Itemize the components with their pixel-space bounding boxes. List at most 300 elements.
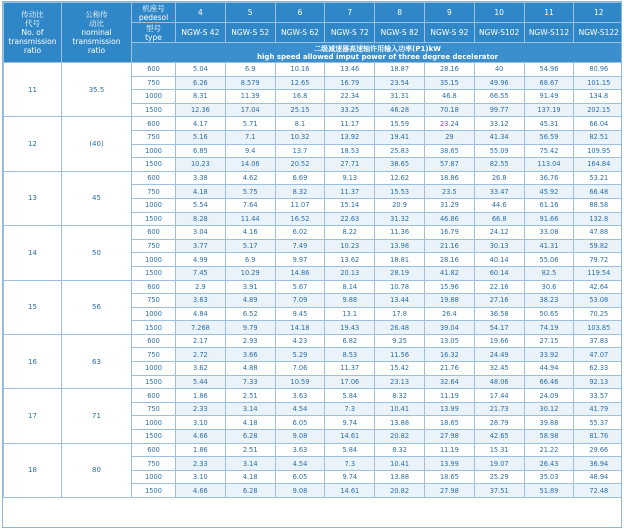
power-value-cell: 54.96 [524,63,574,77]
speed-cell: 1500 [132,103,176,117]
power-value-cell: 13.62 [325,253,375,267]
table-row [4,171,623,185]
speed-cell: 1500 [132,484,176,498]
power-value-cell: 18.81 [375,253,425,267]
header-model-name: NGW-S122 [574,23,622,43]
power-value-cell: 58.98 [524,430,574,444]
power-value-cell: 39.88 [524,416,574,430]
power-value-cell: 8.53 [325,348,375,362]
speed-cell: 600 [132,226,176,240]
ratio-code-cell: 18 [4,443,62,497]
power-value-cell: 49.96 [474,76,524,90]
power-value-cell: 82.55 [474,158,524,172]
power-value-cell: 3.10 [176,470,226,484]
power-value-cell: 25.15 [275,103,325,117]
power-value-cell: 39.04 [424,321,474,335]
power-value-cell: 15.14 [325,198,375,212]
power-value-cell: 29 [424,130,474,144]
power-value-cell: 11.44 [225,212,275,226]
power-value-cell: 92.13 [574,375,622,389]
power-value-cell: 9.88 [325,294,375,308]
table-row [4,226,623,240]
nominal-ratio-cell: (40) [62,117,132,171]
power-value-cell: 16.32 [424,348,474,362]
power-value-cell: 14.61 [325,484,375,498]
power-value-cell: 31.31 [375,90,425,104]
power-value-cell: 11.37 [325,185,375,199]
speed-cell: 1000 [132,253,176,267]
speed-cell: 600 [132,443,176,457]
power-value-cell: 9.97 [275,253,325,267]
power-value-cell: 5.44 [176,375,226,389]
power-value-cell: 4.66 [176,484,226,498]
power-value-cell: 10.59 [275,375,325,389]
power-value-cell: 7.09 [275,294,325,308]
power-value-cell: 9.74 [325,416,375,430]
speed-cell: 1500 [132,430,176,444]
power-value-cell: 5.54 [176,198,226,212]
power-rating-table [3,2,622,498]
power-value-cell: 66.8 [474,212,524,226]
power-value-cell: 99.77 [474,103,524,117]
power-value-cell: 48.06 [474,375,524,389]
power-value-cell: 15.59 [375,117,425,131]
power-value-cell: 3.14 [225,457,275,471]
power-value-cell: 45.92 [524,185,574,199]
power-value-cell: 41.31 [524,239,574,253]
header-size: 5 [225,3,275,23]
power-value-cell: 20.82 [375,484,425,498]
power-value-cell: 6.69 [275,171,325,185]
header-size: 7 [325,3,375,23]
power-value-cell: 5.75 [225,185,275,199]
power-value-cell: 6.9 [225,63,275,77]
power-value-cell: 13.99 [424,457,474,471]
power-value-cell: 30.12 [524,402,574,416]
power-value-cell: 53.21 [574,171,622,185]
power-value-cell: 3.63 [275,389,325,403]
power-value-cell: 6.05 [275,416,325,430]
power-value-cell: 3.63 [176,294,226,308]
power-value-cell: 21.73 [474,402,524,416]
power-value-cell: 137.19 [524,103,574,117]
power-value-cell: 12.62 [375,171,425,185]
power-value-cell: 4.89 [225,294,275,308]
power-value-cell: 7.33 [225,375,275,389]
power-value-cell: 5.71 [225,117,275,131]
power-value-cell: 2.33 [176,457,226,471]
power-value-cell: 66.48 [574,185,622,199]
power-value-cell: 82.51 [574,130,622,144]
power-value-cell: 36.58 [474,307,524,321]
power-value-cell: 47.88 [574,226,622,240]
power-value-cell: 4.18 [176,185,226,199]
power-value-cell: 10.16 [275,63,325,77]
table-row [4,334,623,348]
power-value-cell: 15.53 [375,185,425,199]
power-value-cell: 37.83 [574,334,622,348]
power-value-cell: 3.14 [225,402,275,416]
power-value-cell: 4.54 [275,457,325,471]
power-value-cell: 5.67 [275,280,325,294]
table-row [4,389,623,403]
speed-cell: 750 [132,402,176,416]
speed-cell: 750 [132,348,176,362]
power-value-cell: 10.41 [375,457,425,471]
header-size: 9 [424,3,474,23]
header-size: 12 [574,3,622,23]
power-value-cell: 32.64 [424,375,474,389]
power-value-cell: 26.43 [524,457,574,471]
power-value-cell: 41.79 [574,402,622,416]
power-value-cell: 8.28 [176,212,226,226]
power-value-cell: 66.55 [474,90,524,104]
power-value-cell: 27.98 [424,430,474,444]
power-value-cell: 10.32 [275,130,325,144]
speed-cell: 600 [132,334,176,348]
power-value-cell: 20.52 [275,158,325,172]
power-value-cell: 72.48 [574,484,622,498]
power-value-cell: 28.16 [424,253,474,267]
power-value-cell: 70.25 [574,307,622,321]
power-value-cell: 17.8 [375,307,425,321]
power-value-cell: 80.96 [574,63,622,77]
header-model-name: NGW-S 92 [424,23,474,43]
power-value-cell: 4.16 [225,226,275,240]
power-value-cell: 7.3 [325,457,375,471]
power-value-cell: 2.9 [176,280,226,294]
power-value-cell: 21.16 [424,239,474,253]
power-value-cell: 19.66 [474,334,524,348]
power-value-cell: 27.71 [325,158,375,172]
power-value-cell: 32.45 [474,362,524,376]
power-value-cell: 9.25 [375,334,425,348]
power-value-cell: 46.8 [424,90,474,104]
power-value-cell: 11.56 [375,348,425,362]
power-value-cell: 11.36 [375,226,425,240]
power-value-cell: 60.14 [474,266,524,280]
power-value-cell: 8.32 [375,443,425,457]
power-value-cell: 13.92 [325,130,375,144]
power-value-cell: 11.19 [424,443,474,457]
power-value-cell: 30.6 [524,280,574,294]
power-value-cell: 42.65 [474,430,524,444]
power-value-cell: 13.98 [375,239,425,253]
power-value-cell: 26.48 [375,321,425,335]
power-value-cell: 59.82 [574,239,622,253]
power-value-cell: 7.268 [176,321,226,335]
power-value-cell: 14.61 [325,430,375,444]
power-value-cell: 11.37 [325,362,375,376]
power-value-cell: 21.22 [524,443,574,457]
power-value-cell: 21.76 [424,362,474,376]
power-value-cell: 26.4 [424,307,474,321]
ratio-code-cell: 12 [4,117,62,171]
power-value-cell: 11.19 [424,389,474,403]
power-value-cell: 44.6 [474,198,524,212]
power-value-cell: 18.65 [424,470,474,484]
ratio-code-cell: 13 [4,171,62,225]
nominal-ratio-cell: 50 [62,226,132,280]
power-value-cell: 29.66 [574,443,622,457]
header-model-name: NGW-S112 [524,23,574,43]
power-value-cell: 13.05 [424,334,474,348]
power-value-cell: 42.64 [574,280,622,294]
power-value-cell: 7.1 [225,130,275,144]
power-value-cell: 75.42 [524,144,574,158]
power-value-cell: 15.96 [424,280,474,294]
power-value-cell: 33.12 [474,117,524,131]
power-value-cell: 8.1 [275,117,325,131]
power-value-cell: 27.16 [474,294,524,308]
power-value-cell: 15.42 [375,362,425,376]
power-value-cell: 19.41 [375,130,425,144]
nominal-ratio-cell: 45 [62,171,132,225]
power-value-cell: 3.04 [176,226,226,240]
power-value-cell: 2.93 [225,334,275,348]
power-table-page [2,1,622,528]
power-value-cell: 51.89 [524,484,574,498]
power-value-cell: 33.57 [574,389,622,403]
power-value-cell: 3.77 [176,239,226,253]
power-value-cell: 3.66 [225,348,275,362]
power-value-cell: 33.25 [325,103,375,117]
speed-cell: 750 [132,294,176,308]
power-value-cell: 6.82 [325,334,375,348]
power-value-cell: 16.52 [275,212,325,226]
power-value-cell: 66.46 [524,375,574,389]
header-model-name: NGW-S 62 [275,23,325,43]
table-row [4,63,623,77]
power-value-cell: 7.64 [225,198,275,212]
power-value-cell: 4.18 [225,416,275,430]
power-value-cell: 33.47 [474,185,524,199]
header-model: 型号 type [132,23,176,43]
power-value-cell: 22.34 [325,90,375,104]
power-value-cell: 109.95 [574,144,622,158]
power-value-cell: 33.92 [524,348,574,362]
power-value-cell: 36.94 [574,457,622,471]
power-value-cell: 11.39 [225,90,275,104]
speed-cell: 600 [132,389,176,403]
speed-cell: 1000 [132,307,176,321]
power-value-cell: 55.06 [524,253,574,267]
power-value-cell: 82.5 [524,266,574,280]
power-value-cell: 13.88 [375,470,425,484]
power-value-cell: 132.8 [574,212,622,226]
power-value-cell: 50.65 [524,307,574,321]
header-size: 11 [524,3,574,23]
nominal-ratio-cell: 35.5 [62,63,132,117]
power-value-cell: 62.33 [574,362,622,376]
power-value-cell: 70.18 [424,103,474,117]
power-value-cell: 6.28 [225,484,275,498]
power-value-cell: 47.07 [574,348,622,362]
power-value-cell: 28.79 [474,416,524,430]
power-value-cell: 66.04 [574,117,622,131]
nominal-ratio-cell: 56 [62,280,132,334]
power-value-cell: 7.3 [325,402,375,416]
speed-cell: 1000 [132,416,176,430]
power-value-cell: 20.13 [325,266,375,280]
power-value-cell: 8.32 [375,389,425,403]
power-value-cell: 45.31 [524,117,574,131]
power-value-cell: 48.94 [574,470,622,484]
power-value-cell: 18.65 [424,416,474,430]
power-value-cell: 55.09 [474,144,524,158]
power-value-cell: 17.06 [325,375,375,389]
speed-cell: 600 [132,63,176,77]
speed-cell: 1000 [132,90,176,104]
power-value-cell: 41.34 [474,130,524,144]
speed-cell: 750 [132,130,176,144]
power-value-cell: 16.8 [275,90,325,104]
power-value-cell: 18.53 [325,144,375,158]
table-body [4,63,623,498]
table-row [4,117,623,131]
power-value-cell: 3.10 [176,416,226,430]
power-value-cell: 79.72 [574,253,622,267]
power-value-cell: 13.46 [325,63,375,77]
power-value-cell: 6.28 [225,430,275,444]
power-value-cell: 61.16 [524,198,574,212]
power-value-cell: 16.79 [325,76,375,90]
power-value-cell: 26.8 [474,171,524,185]
power-value-cell: 4.23 [275,334,325,348]
nominal-ratio-cell: 80 [62,443,132,497]
power-value-cell: 38.65 [424,144,474,158]
power-value-cell: 113.04 [524,158,574,172]
power-value-cell: 88.58 [574,198,622,212]
power-value-cell: 164.84 [574,158,622,172]
power-value-cell: 28.19 [375,266,425,280]
speed-cell: 1500 [132,375,176,389]
speed-cell: 1500 [132,212,176,226]
power-value-cell: 14.06 [225,158,275,172]
power-value-cell: 103.85 [574,321,622,335]
power-value-cell: 53.08 [574,294,622,308]
power-value-cell: 7.49 [275,239,325,253]
power-value-cell: 8.31 [176,90,226,104]
ratio-code-cell: 11 [4,63,62,117]
power-value-cell: 38.23 [524,294,574,308]
table-row [4,280,623,294]
power-value-cell: 6.05 [275,470,325,484]
speed-cell: 750 [132,457,176,471]
ratio-code-cell: 16 [4,334,62,388]
power-value-cell: 2.51 [225,443,275,457]
power-value-cell: 2.51 [225,389,275,403]
power-value-cell: 9.74 [325,470,375,484]
power-value-cell: 4.66 [176,430,226,444]
power-value-cell: 18.87 [375,63,425,77]
speed-cell: 1000 [132,470,176,484]
power-value-cell: 5.16 [176,130,226,144]
power-value-cell: 23.5 [424,185,474,199]
power-value-cell: 8.14 [325,280,375,294]
power-value-cell: 119.54 [574,266,622,280]
speed-cell: 1500 [132,158,176,172]
power-value-cell: 35.03 [524,470,574,484]
power-value-cell: 2.72 [176,348,226,362]
power-value-cell: 7.06 [275,362,325,376]
power-value-cell: 3.63 [275,443,325,457]
power-value-cell: 23.13 [375,375,425,389]
power-value-cell: 2.17 [176,334,226,348]
speed-cell: 1000 [132,362,176,376]
power-value-cell: 17.04 [225,103,275,117]
power-value-cell: 15.31 [474,443,524,457]
power-value-cell: 27.15 [524,334,574,348]
power-value-cell: 4.84 [176,307,226,321]
power-value-cell: 13.88 [375,416,425,430]
power-value-cell: 5.84 [325,389,375,403]
power-value-cell: 4.54 [275,402,325,416]
power-value-cell: 6.85 [176,144,226,158]
power-value-cell: 134.8 [574,90,622,104]
power-value-cell: 36.76 [524,171,574,185]
power-value-cell: 40 [474,63,524,77]
header-machine-no: 机座号 pedesol [132,3,176,23]
power-value-cell: 9.79 [225,321,275,335]
power-value-cell: 16.79 [424,226,474,240]
power-value-cell: 10.23 [325,239,375,253]
power-value-cell: 17.44 [474,389,524,403]
power-value-cell: 13.44 [375,294,425,308]
power-value-cell: 5.17 [225,239,275,253]
power-value-cell: 14.86 [275,266,325,280]
power-value-cell: 13.99 [424,402,474,416]
power-value-cell: 9.08 [275,430,325,444]
power-value-cell: 24.12 [474,226,524,240]
power-value-cell: 101.15 [574,76,622,90]
speed-cell: 750 [132,239,176,253]
speed-cell: 750 [132,185,176,199]
header-size: 10 [474,3,524,23]
power-value-cell: 4.88 [225,362,275,376]
header-size: 4 [176,3,226,23]
power-value-cell: 4.18 [225,470,275,484]
power-value-cell: 35.15 [424,76,474,90]
power-value-cell: 4.62 [225,171,275,185]
power-value-cell: 81.76 [574,430,622,444]
power-value-cell: 30.13 [474,239,524,253]
power-value-cell: 7.45 [176,266,226,280]
speed-cell: 1000 [132,144,176,158]
speed-cell: 1000 [132,198,176,212]
power-value-cell: 19.07 [474,457,524,471]
power-value-cell: 3.91 [225,280,275,294]
header-size: 8 [375,3,425,23]
power-value-cell: 27.98 [424,484,474,498]
power-value-cell: 20.82 [375,430,425,444]
power-value-cell: 8.32 [275,185,325,199]
power-value-cell: 10.41 [375,402,425,416]
speed-cell: 600 [132,280,176,294]
power-value-cell: 10.78 [375,280,425,294]
power-value-cell: 6.26 [176,76,226,90]
power-value-cell: 91.49 [524,90,574,104]
header-model-name: NGW-S 82 [375,23,425,43]
nominal-ratio-cell: 63 [62,334,132,388]
power-value-cell: 31.29 [424,198,474,212]
power-value-cell: 13.7 [275,144,325,158]
power-value-cell: 56.59 [524,130,574,144]
power-title-en: high speed allowed imput power of three degree decelerator [257,52,499,61]
nominal-ratio-cell: 71 [62,389,132,443]
power-value-cell: 4.17 [176,117,226,131]
power-value-cell: 31.32 [375,212,425,226]
